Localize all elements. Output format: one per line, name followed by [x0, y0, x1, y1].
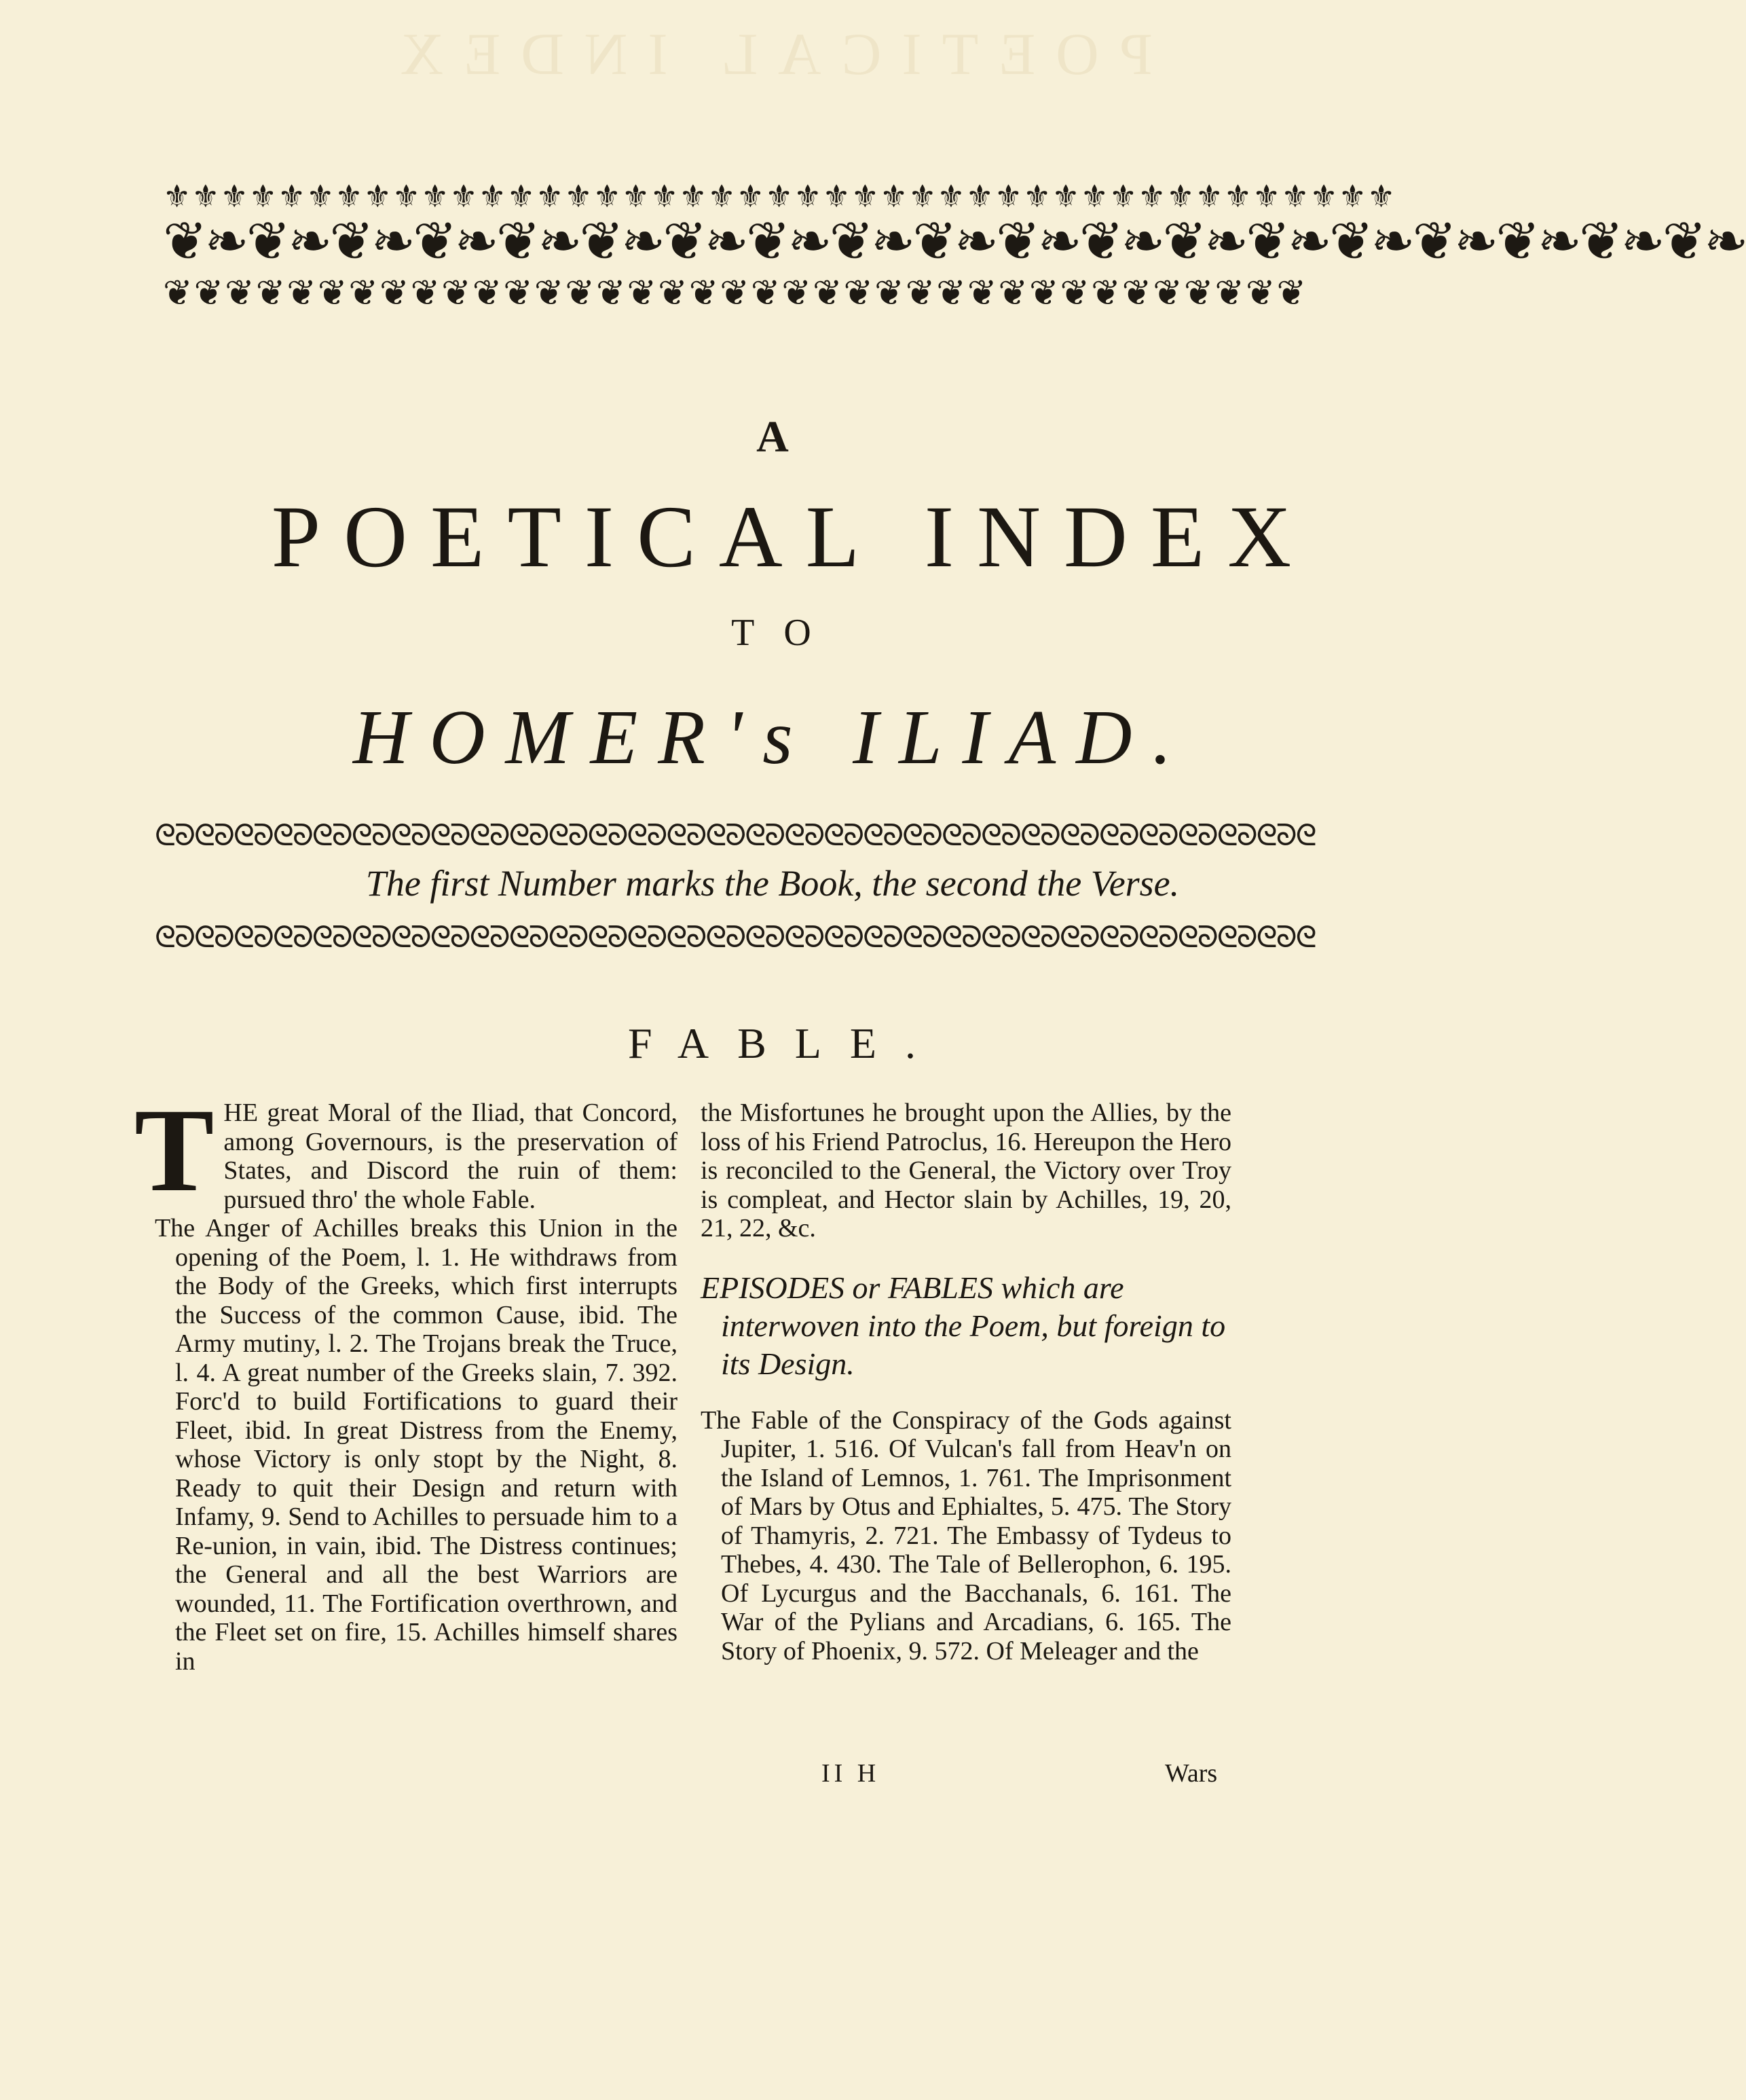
- headpiece-ornament: [163, 178, 1746, 314]
- index-entry: [134, 1084, 677, 1217]
- right-column: [701, 1099, 1231, 1665]
- signature-mark: II H: [821, 1759, 880, 1788]
- title-to: TO: [731, 612, 841, 654]
- headpiece-fleuron-row-top: ⚜⚜⚜⚜⚜⚜⚜⚜⚜⚜⚜⚜⚜⚜⚜⚜⚜⚜⚜⚜⚜⚜⚜⚜⚜⚜⚜⚜⚜⚜⚜⚜⚜⚜⚜⚜⚜⚜⚜⚜⚜⚜⚜: [163, 178, 1396, 215]
- index-entry: the Misfortunes he brought upon the Allies, by the loss of his Friend Patroclus, 16. Hereupon the Hero is reconciled to the General, the Victory over Troy is compleat, and Hector slain by Achilles, 19, 20, 21, 22, &c.: [701, 1099, 1231, 1242]
- section-heading: FABLE.: [628, 1019, 944, 1067]
- headpiece-fleuron-row-bottom: ❦❦❦❦❦❦❦❦❦❦❦❦❦❦❦❦❦❦❦❦❦❦❦❦❦❦❦❦❦❦❦❦❦❦❦❦❦: [163, 273, 1308, 314]
- left-column: [134, 1084, 677, 1676]
- ornamental-rule-top: ᘓᘐᘓᘐᘓᘐᘓᘐᘓᘐᘓᘐᘓᘐᘓᘐᘓᘐᘓᘐᘓᘐᘓᘐᘓᘐᘓᘐᘓᘐᘓᘐᘓᘐᘓᘐᘓᘐᘓᘐᘓᘐᘓᘐᘓᘐᘓᘐᘓᘐᘓᘐᘓᘐᘓᘐᘓᘐᘓ: [155, 818, 1316, 853]
- subtitle: The first Number marks the Book, the second the Verse.: [365, 863, 1180, 904]
- ornamental-rule-bottom: ᘓᘐᘓᘐᘓᘐᘓᘐᘓᘐᘓᘐᘓᘐᘓᘐᘓᘐᘓᘐᘓᘐᘓᘐᘓᘐᘓᘐᘓᘐᘓᘐᘓᘐᘓᘐᘓᘐᘓᘐᘓᘐᘓᘐᘓᘐᘓᘐᘓᘐᘓᘐᘓᘐᘓᘐᘓᘐᘓ: [155, 920, 1316, 955]
- title-work: HOMER's ILIAD.: [353, 694, 1192, 780]
- entry-text: HE great Moral of the Iliad, that Concord, among Governours, is the preservation of States, and Discord the ruin of them: pursued thro' the whole Fable.: [223, 1099, 677, 1214]
- drop-cap: T: [134, 1084, 215, 1217]
- index-entry: The Anger of Achilles breaks this Union in the opening of the Poem, l. 1. He withdraws from the Body of the Greeks, which first interrupts the Success of the common Cause, ibid. The Army mutiny, l. 2. The Trojans break the Truce, l. 4. A great number of the Greeks slain, 7. 392. Forc'd to build Fortifications to guard their Fleet, ibid. In great Distress from the Enemy, whose Victory is only stopt by the Night, 8. Ready to quit their Design and return with Infamy, 9. Send to Achilles to persuade him to a Re-union, in vain, ibid. The Distress continues; the General and all the best Warriors are wounded, 11. The Fortification overthrown, and the Fleet set on fire, 15. Achilles himself shares in: [155, 1214, 677, 1676]
- index-entry: The Fable of the Conspiracy of the Gods against Jupiter, 1. 516. Of Vulcan's fall from Heav'n on the Island of Lemnos, 1. 761. The Imprisonment of Mars by Otus and Ephialtes, 5. 475. The Story of Thamyris, 2. 721. The Embassy of Tydeus to Thebes, 4. 430. The Tale of Bellerophon, 6. 195. Of Lycurgus and the Bacchanals, 6. 161. The War of the Pylians and Arcadians, 6. 165. The Story of Phoenix, 9. 572. Of Meleager and the: [701, 1405, 1231, 1665]
- subsection-heading: EPISODES or FABLES which are interwoven into the Poem, but foreign to its Design.: [701, 1270, 1226, 1381]
- headpiece-fleuron-row-middle: ❦❧❦❧❦❧❦❧❦❧❦❧❦❧❦❧❦❧❦❧❦❧❦❧❦❧❦❧❦❧❦❧❦❧❦❧❦❧: [163, 211, 1746, 272]
- page-title: POETICAL INDEX: [271, 488, 1315, 586]
- show-through-text: POETICAL INDEX: [380, 22, 1153, 88]
- title-article: A: [756, 412, 789, 462]
- catchword: Wars: [1165, 1759, 1218, 1788]
